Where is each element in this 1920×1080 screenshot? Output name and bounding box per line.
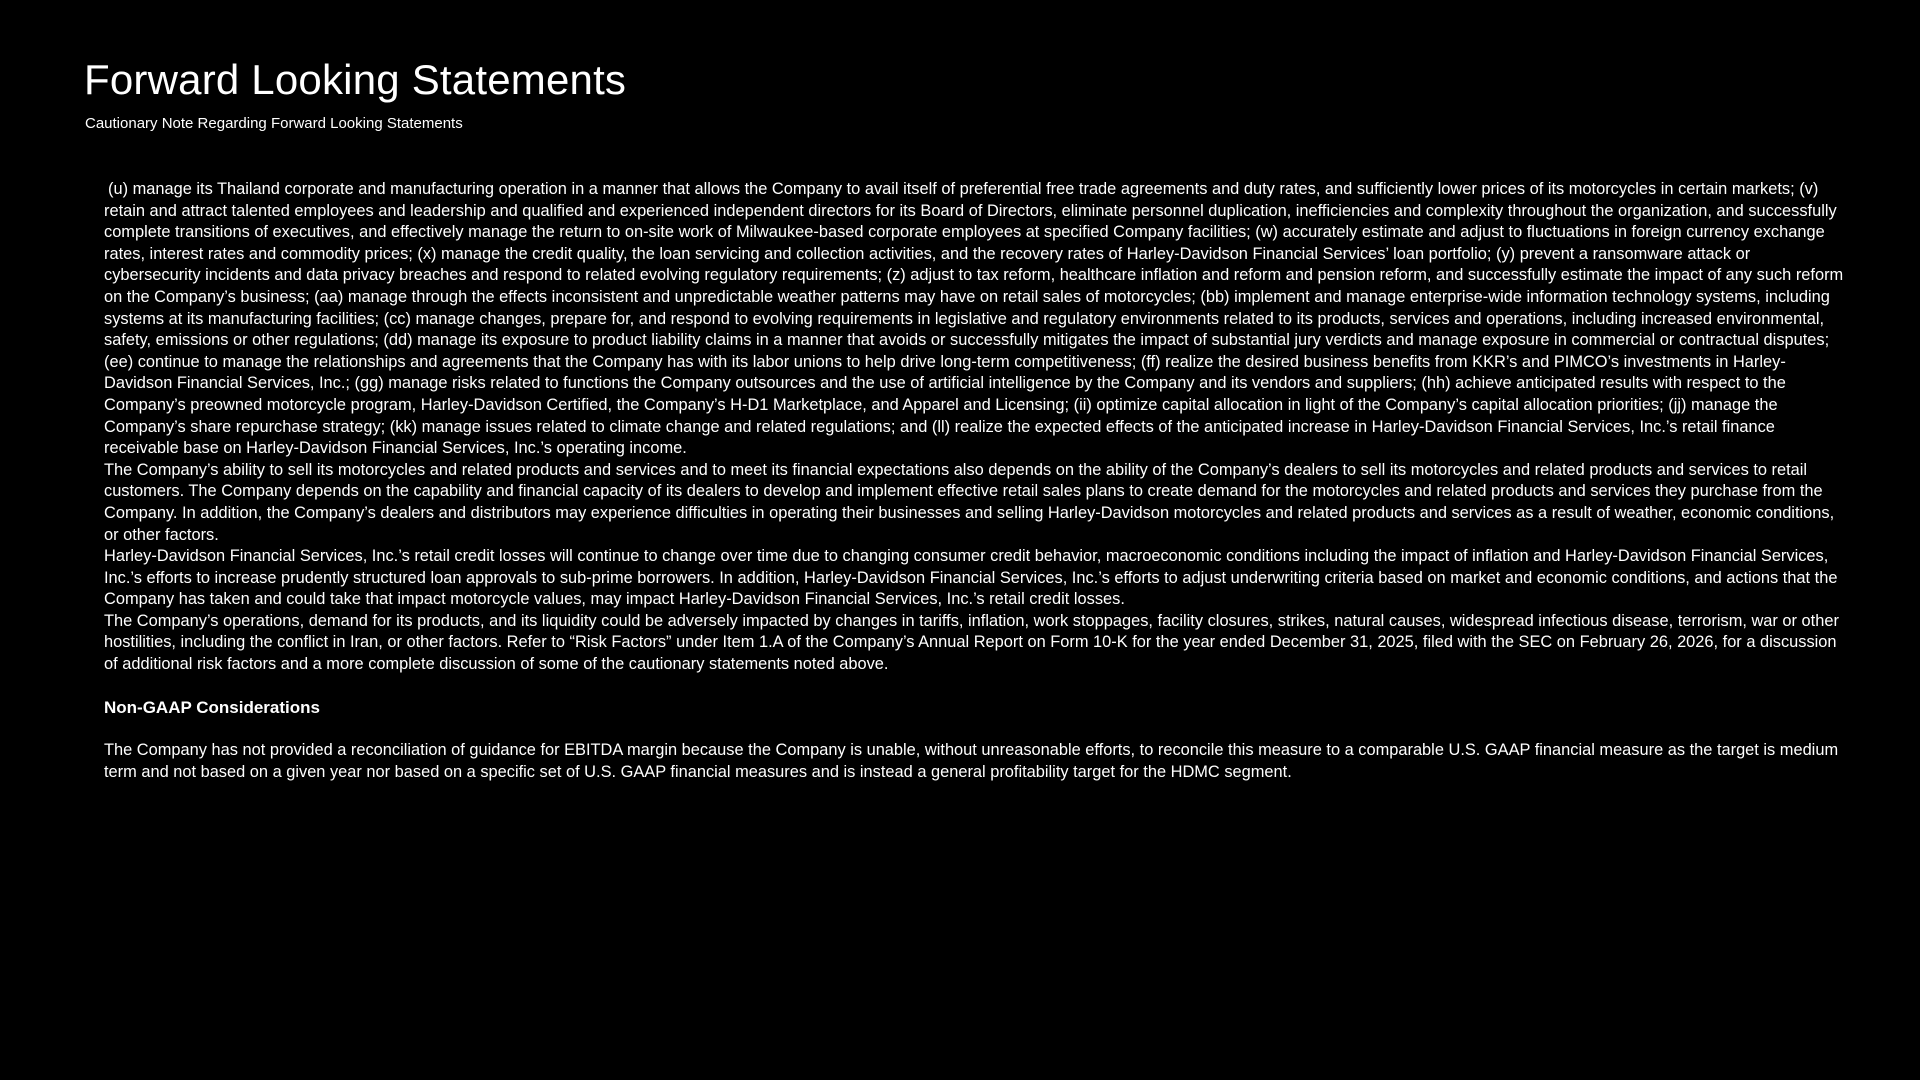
- statements-body: [104, 179, 1850, 784]
- slide-title: Forward Looking Statements: [84, 56, 627, 103]
- operations-paragraph: The Company’s operations, demand for its products, and its liquidity could be adversely impacted by changes in tariffs, inflation, work stoppages, facility closures, strikes, natural causes, widespread infectious disease, terrorism, war or other hostilities, including the conflict in Iran, or other factors. Refer to “Risk Factors” under Item 1.A of the Company’s Annual Report on Form 10-K for the year ended December 31, 2025, filed with the SEC on February 26, 2026, for a discussion of additional risk factors and a more complete discussion of some of the cautionary statements noted above.: [104, 611, 1839, 674]
- dealer-paragraph: The Company’s ability to sell its motorcycles and related products and services and to meet its financial expectations also depends on the ability of the Company’s dealers to sell its motorcycles and related products and services to retail customers. The Company depends on the capability and financial capacity of its dealers to develop and implement effective retail sales plans to create demand for the motorcycles and related products and services they purchase from the Company. In addition, the Company’s dealers and distributors may experience difficulties in operating their businesses and selling Harley-Davidson motorcycles and related products and services as a result of weather, economic conditions, or other factors.: [104, 460, 1835, 544]
- risk-factors-paragraph: (u) manage its Thailand corporate and manufacturing operation in a manner that allows the Company to avail itself of preferential free trade agreements and duty rates, and sufficiently lower prices of its motorcycles in certain markets; (v) retain and attract talented employees and leadership and qualified and experienced independent directors for its Board of Directors, eliminate personnel duplication, inefficiencies and complexity throughout the organization, and successfully complete transitions of executives, and effectively manage the return to on-site work of Milwaukee-based corporate employees at specified Company facilities; (w) accurately estimate and adjust to fluctuations in foreign currency exchange rates, interest rates and commodity prices; (x) manage the credit quality, the loan servicing and collection activities, and the recovery rates of Harley-Davidson Financial Services’ loan portfolio; (y) prevent a ransomware attack or cybersecurity incidents and data privacy breaches and respond to related evolving regulatory requirements; (z) adjust to tax reform, healthcare inflation and reform and pension reform, and successfully estimate the impact of any such reform on the Company’s business; (aa) manage through the effects inconsistent and unpredictable weather patterns may have on retail sales of motorcycles; (bb) implement and manage enterprise-wide information technology systems, including systems at its manufacturing facilities; (cc) manage changes, prepare for, and respond to evolving requirements in legislative and regulatory environments related to its products, services and operations, including increased environmental, safety, emissions or other regulations; (dd) manage its exposure to product liability claims in a manner that avoids or successfully mitigates the impact of substantial jury verdicts and manage exposure in commercial or contractual disputes; (ee) continue to manage the relationships and agreements that the Company has with its labor unions to help drive long-term competitiveness; (ff) realize the desired business benefits from KKR’s and PIMCO’s investments in Harley-Davidson Financial Services, Inc.; (gg) manage risks related to functions the Company outsources and the use of artificial intelligence by the Company and its vendors and suppliers; (hh) achieve anticipated results with respect to the Company’s preowned motorcycle program, Harley-Davidson Certified, the Company’s H-D1 Marketplace, and Apparel and Licensing; (ii) optimize capital allocation in light of the Company’s capital allocation priorities; (jj) manage the Company’s share repurchase strategy; (kk) manage issues related to climate change and related regulations; and (ll) realize the expected effects of the anticipated increase in Harley-Davidson Financial Services, Inc.’s retail finance receivable base on Harley-Davidson Financial Services, Inc.’s operating income.: [104, 180, 1844, 458]
- slide-subtitle: Cautionary Note Regarding Forward Looking Statements: [85, 115, 463, 132]
- non-gaap-paragraph: The Company has not provided a reconciliation of guidance for EBITDA margin because the Company is unable, without unreasonable efforts, to reconcile this measure to a comparable U.S. GAAP financial measure as the target is medium term and not based on a given year nor based on a specific set of U.S. GAAP financial measures and is instead a general profitability target for the HDMC segment.: [104, 741, 1839, 782]
- non-gaap-heading: Non-GAAP Considerations: [104, 698, 320, 718]
- credit-losses-paragraph: Harley-Davidson Financial Services, Inc.’s retail credit losses will continue to change over time due to changing consumer credit behavior, macroeconomic conditions including the impact of inflation and Harley-Davidson Financial Services, Inc.’s efforts to increase prudently structured loan approvals to sub-prime borrowers. In addition, Harley-Davidson Financial Services, Inc.’s efforts to adjust underwriting criteria based on market and economic conditions, and actions that the Company has taken and could take that impact motorcycle values, may impact Harley-Davidson Financial Services, Inc.’s retail credit losses.: [104, 547, 1838, 609]
